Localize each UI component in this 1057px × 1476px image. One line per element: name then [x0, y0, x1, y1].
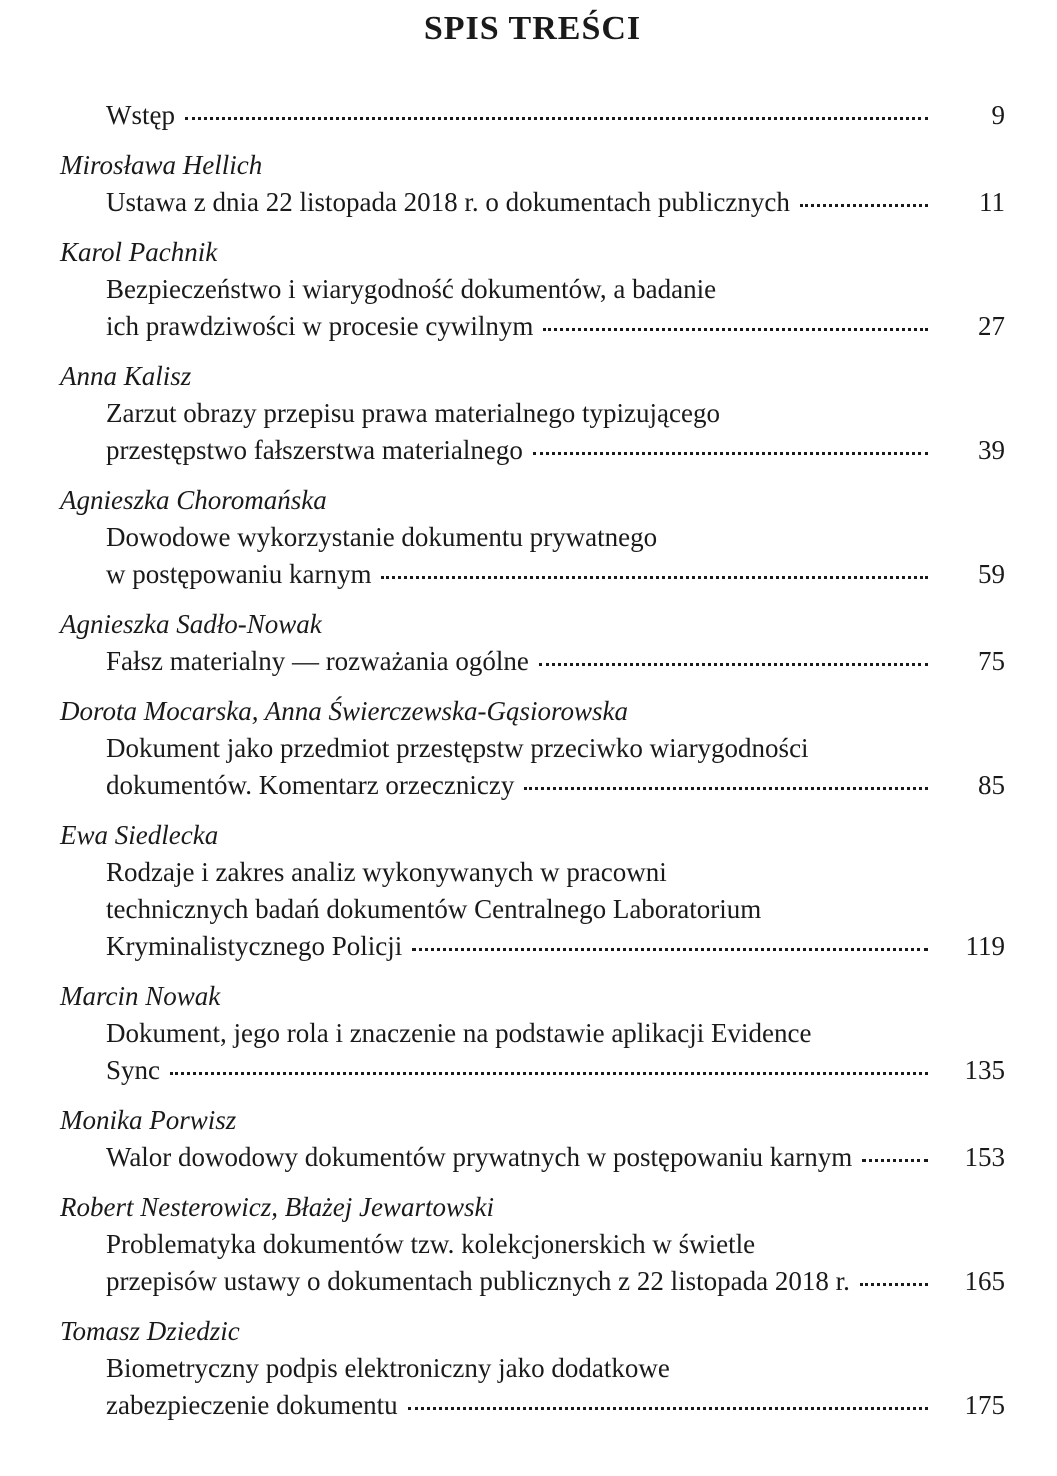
toc-title-text: Fałsz materialny — rozważania ogólne	[106, 646, 529, 676]
toc-author: Agnieszka Choromańska	[60, 485, 327, 515]
dot-leader	[408, 1399, 928, 1410]
toc-title-text: ich prawdziwości w procesie cywilnym	[106, 311, 534, 341]
toc-entry-last-line	[106, 308, 928, 344]
toc-page-number: 9	[991, 100, 1005, 130]
toc-title-line: Dowodowe wykorzystanie dokumentu prywatnego	[106, 522, 658, 552]
toc-entry-last-line	[106, 1263, 928, 1299]
toc-author: Marcin Nowak	[60, 981, 221, 1011]
toc-title-text: Ustawa z dnia 22 listopada 2018 r. o dokumentach publicznych	[106, 187, 790, 217]
toc-title-line: Biometryczny podpis elektroniczny jako dodatkowe	[106, 1353, 670, 1383]
toc-author: Monika Porwisz	[60, 1105, 237, 1135]
toc-page-number: 175	[964, 1390, 1005, 1420]
toc-title-text: zabezpieczenie dokumentu	[106, 1390, 398, 1420]
dot-leader	[539, 655, 928, 666]
toc-author: Mirosława Hellich	[60, 150, 263, 180]
toc-entry-last-line	[106, 184, 928, 220]
toc-title-text: przestępstwo fałszerstwa materialnego	[106, 435, 523, 465]
toc-title-text: Wstęp	[106, 100, 175, 130]
toc-author: Robert Nesterowicz, Błażej Jewartowski	[60, 1192, 494, 1222]
toc-page-number: 75	[978, 646, 1005, 676]
toc-entry-last-line	[106, 1052, 928, 1088]
toc-author: Ewa Siedlecka	[60, 820, 219, 850]
dot-leader	[381, 568, 928, 579]
toc-author: Dorota Mocarska, Anna Świerczewska-Gąsiorowska	[60, 696, 628, 726]
page-title: SPIS TREŚCI	[423, 10, 642, 47]
toc-page-number: 59	[978, 559, 1005, 589]
toc-entry-last-line	[106, 432, 928, 468]
toc-author: Tomasz Dziedzic	[60, 1316, 240, 1346]
toc-page-number: 11	[979, 187, 1005, 217]
toc-page-number: 85	[978, 770, 1005, 800]
toc-page-number: 27	[978, 311, 1005, 341]
toc-entry-last-line	[106, 97, 928, 133]
toc-title-line: Zarzut obrazy przepisu prawa materialnego typizującego	[106, 398, 720, 428]
dot-leader	[170, 1064, 928, 1075]
toc-title-text: przepisów ustawy o dokumentach publicznych z 22 listopada 2018 r.	[106, 1266, 850, 1296]
toc-title-line: Problematyka dokumentów tzw. kolekcjonerskich w świetle	[106, 1229, 756, 1259]
toc-page-number: 135	[964, 1055, 1005, 1085]
toc-page-number: 153	[964, 1142, 1005, 1172]
toc-title-text: w postępowaniu karnym	[106, 559, 372, 589]
dot-leader	[800, 196, 928, 207]
dot-leader	[543, 320, 928, 331]
toc-entry-last-line	[106, 556, 928, 592]
toc-entry-last-line	[106, 643, 928, 679]
dot-leader	[533, 444, 928, 455]
toc-author: Anna Kalisz	[60, 361, 192, 391]
dot-leader	[185, 109, 928, 120]
toc-title-text: dokumentów. Komentarz orzeczniczy	[106, 770, 515, 800]
toc-author: Karol Pachnik	[60, 237, 218, 267]
toc-title-line: technicznych badań dokumentów Centralnego Laboratorium	[106, 894, 762, 924]
toc-title-line: Rodzaje i zakres analiz wykonywanych w pracowni	[106, 857, 667, 887]
toc-title-line: Bezpieczeństwo i wiarygodność dokumentów, a badanie	[106, 274, 717, 304]
toc-title-text: Sync	[106, 1055, 160, 1085]
toc-title-line: Dokument jako przedmiot przestępstw przeciwko wiarygodności	[106, 733, 809, 763]
dot-leader	[860, 1275, 928, 1286]
toc-title-text: Kryminalistycznego Policji	[106, 931, 403, 961]
dot-leader	[862, 1151, 928, 1162]
toc-entry-last-line	[106, 767, 928, 803]
toc-entry-last-line	[106, 1139, 928, 1175]
toc-page-number: 39	[978, 435, 1005, 465]
toc-title-text: Walor dowodowy dokumentów prywatnych w postępowaniu karnym	[106, 1142, 853, 1172]
dot-leader	[524, 779, 928, 790]
toc-entry-last-line	[106, 1387, 928, 1423]
dot-leader	[412, 940, 928, 951]
toc-entry-last-line	[106, 928, 928, 964]
toc-page-number: 119	[965, 931, 1005, 961]
toc-title-line: Dokument, jego rola i znaczenie na podstawie aplikacji Evidence	[106, 1018, 812, 1048]
toc-page-number: 165	[964, 1266, 1005, 1296]
toc-author: Agnieszka Sadło-Nowak	[60, 609, 322, 639]
